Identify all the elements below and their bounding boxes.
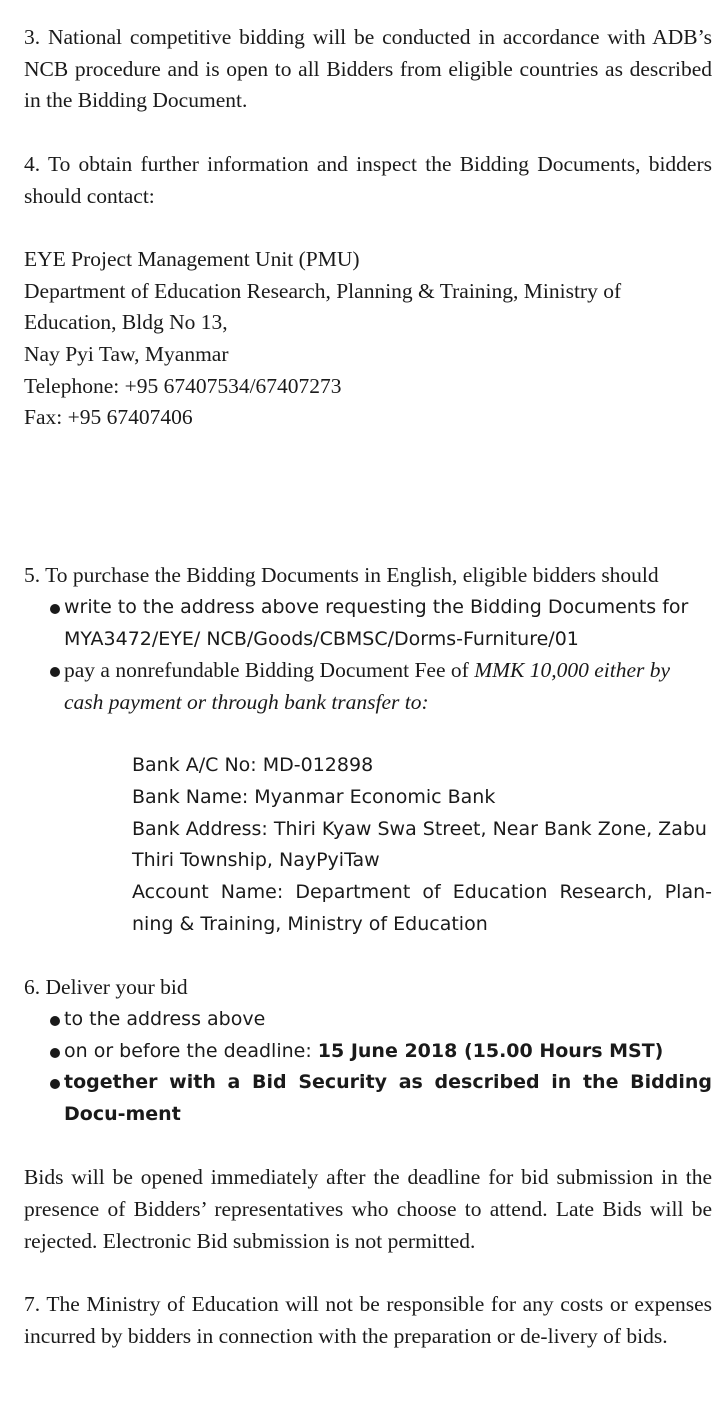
address-city: Nay Pyi Taw, Myanmar	[24, 342, 229, 366]
address-unit: EYE Project Management Unit (PMU)	[24, 246, 360, 271]
bullet-icon	[50, 1016, 60, 1026]
deliver-bullet-address	[24, 1004, 712, 1036]
purchase-bullet-pay-fee: MMK 10,000 either by cash payment or through bank transfer to:	[64, 658, 671, 714]
deliver-bullet-security	[24, 1067, 712, 1130]
bank-account-name: Account Name: Department of Education Research, Plan-ning & Training, Ministry of Education	[132, 881, 712, 935]
section-5-intro: 5. To purchase the Bidding Documents in English, eligible bidders should	[24, 563, 659, 588]
deliver-bullet-deadline-text: on or before the deadline:	[64, 1039, 318, 1062]
deliver-bullet-address-text: to the address above	[64, 1007, 266, 1030]
purchase-bullet-pay	[24, 655, 712, 718]
purchase-bullet-write	[24, 592, 712, 655]
bank-account-number: Bank A/C No: MD-012898	[132, 754, 374, 777]
bullet-icon	[50, 1079, 60, 1089]
deliver-bullet-deadline	[24, 1036, 712, 1068]
bullet-icon	[50, 667, 60, 677]
section-6-intro: 6. Deliver your bid	[24, 975, 188, 1000]
section-7-paragraph: 7. The Ministry of Education will not be responsible for any costs or expenses incurred by bidders in connection with the preparation or de-livery of bids.	[24, 1292, 712, 1348]
bank-name: Bank Name: Myanmar Economic Bank	[132, 786, 496, 809]
bank-address: Bank Address: Thiri Kyaw Swa Street, Near Bank Zone, Zabu Thiri Township, NayPyiTaw	[132, 817, 707, 872]
purchase-bullet-write-text: write to the address above requesting the Bidding Documents for MYA3472/EYE/ NCB/Goods/CBMSC/Dorms-Furniture/01	[64, 595, 689, 650]
blank-spacer	[24, 434, 712, 560]
address-telephone: Telephone: +95 67407534/67407273	[24, 373, 342, 398]
address-department: Department of Education Research, Planning & Training, Ministry of Education, Bldg No 13,	[24, 278, 622, 335]
purchase-bullet-pay-text: pay a nonrefundable Bidding Document Fee of	[64, 658, 475, 683]
bullet-icon	[50, 1048, 60, 1058]
section-4-paragraph: 4. To obtain further information and inspect the Bidding Documents, bidders should contact:	[24, 151, 712, 208]
deliver-bullet-security-text: together with a Bid Security as described in the Bidding Docu-ment	[64, 1071, 712, 1126]
bank-details-block	[24, 750, 712, 940]
bid-opening-note: Bids will be opened immediately after the deadline for bid submission in the presence of Bidders’ representatives who choose to attend. Late Bids will be rejected. Electronic Bid submission is not permitted.	[24, 1165, 712, 1253]
document-page	[24, 22, 712, 1353]
deadline-date: 15 June 2018 (15.00 Hours MST)	[317, 1039, 664, 1062]
section-3-paragraph: 3. National competitive bidding will be conducted in accordance with ADB’s NCB procedure and is open to all Bidders from eligible countries as described in the Bidding Document.	[24, 25, 712, 113]
bullet-icon	[50, 604, 60, 614]
contact-address-block	[24, 244, 712, 434]
address-fax: Fax: +95 67407406	[24, 405, 193, 430]
